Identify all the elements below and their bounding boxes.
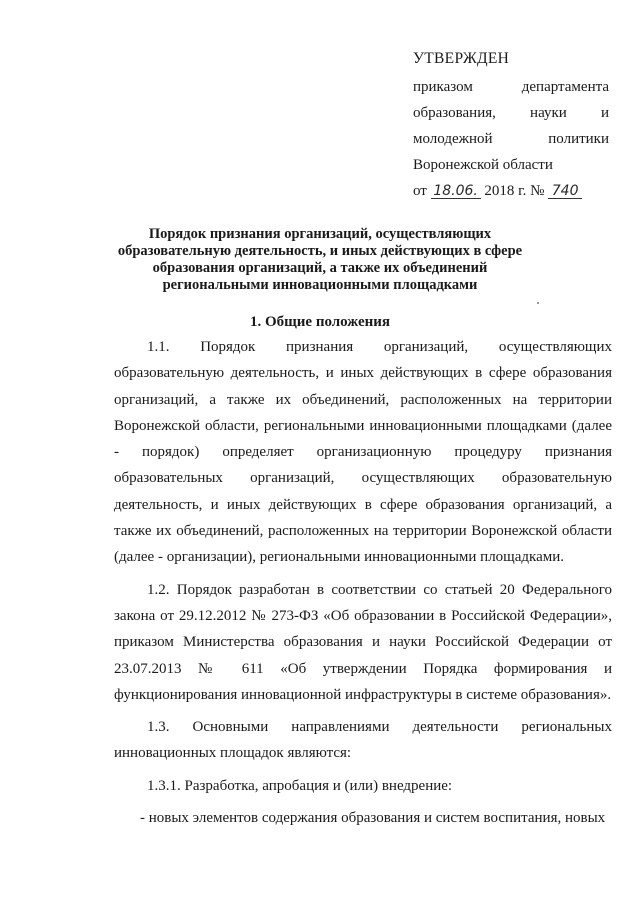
paragraph-1-1: 1.1. Порядок признания организаций, осуществляющих образовательную деятельность, и иных действующих в сфере образования организаций, а также их объединений, расположенных на территории Воронежской области, региональными инновационными площадками (далее - порядок) определяет организационную процедуру признания образовательных организаций, осуществляющих образовательную деятельность, и иных действующих в сфере образования организаций, а также их объединений, расположенных на территории Воронежской области (далее - организации), региональными инновационными площадками.	[114, 339, 612, 566]
approval-word: образования,	[413, 105, 496, 121]
paragraph-list-item: - новых элементов содержания образования и систем воспитания, новых	[140, 810, 606, 827]
paragraph-1-2: 1.2. Порядок разработан в соответствии со статьей 20 Федерального закона от 29.12.2012 № 273-ФЗ «Об образовании в Российской Федерации», приказом Министерства образования и науки Российской Федерации от 23.07.2013 № 611 «Об утверждении Порядка формирования и функционирования инновационной инфраструктуры в системе образования».	[114, 581, 612, 703]
approval-heading: УТВЕРЖДЕН	[413, 50, 510, 67]
year-number-label: 2018 г. №	[484, 183, 545, 199]
approval-date-line	[413, 183, 609, 209]
approval-word: приказом	[413, 79, 473, 95]
approval-word: департамента	[521, 79, 609, 95]
paragraph-1-3: 1.3. Основными направлениями деятельности региональных инновационных площадок являются:	[114, 719, 612, 762]
approval-word: молодежной	[413, 131, 493, 147]
approval-word: науки	[530, 105, 567, 121]
approval-block	[413, 50, 609, 209]
approval-line-4: Воронежской области	[413, 157, 553, 173]
approval-line-1	[413, 79, 609, 105]
handwritten-date: 18.06.	[431, 184, 481, 199]
handwritten-number: 740	[548, 184, 582, 199]
date-prefix: от	[413, 183, 427, 199]
document-body	[114, 334, 612, 831]
approval-word: и	[600, 105, 609, 121]
document-title: Порядок признания организаций, осуществляющих образовательную деятельность, и иных действующих в сфере образования организаций, а также их объединений региональными инновационными площадками	[117, 226, 523, 293]
approval-line-2	[413, 105, 609, 131]
approval-word: политики	[548, 131, 609, 147]
section-heading: 1. Общие положения	[249, 314, 391, 330]
paragraph-1-3-1: 1.3.1. Разработка, апробация и (или) внедрение:	[147, 777, 453, 794]
approval-line-3	[413, 131, 609, 157]
scan-speck	[537, 302, 539, 304]
